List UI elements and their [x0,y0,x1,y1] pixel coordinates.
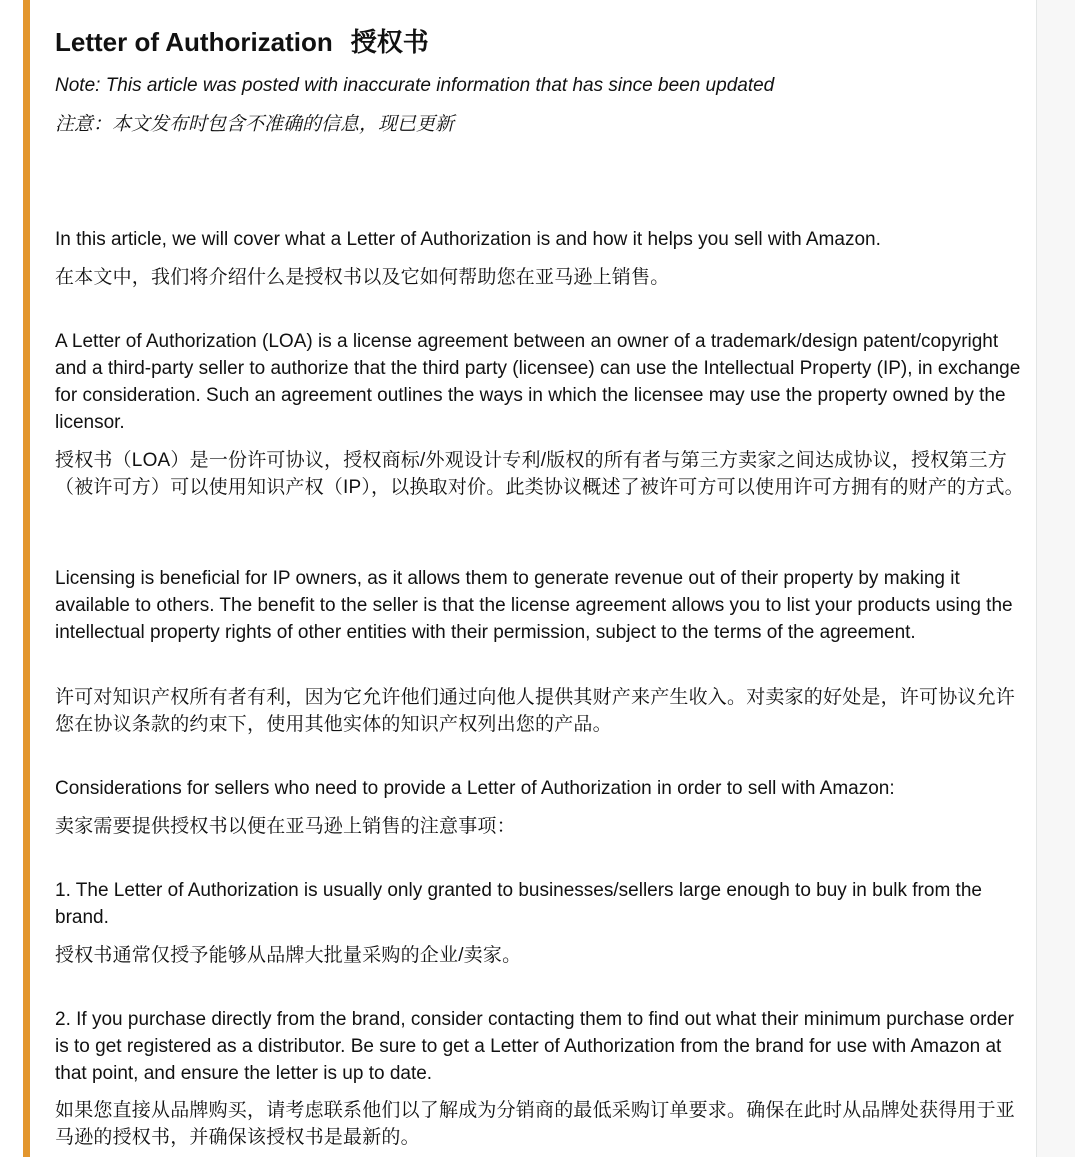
considerations-en: Considerations for sellers who need to provide a Letter of Authorization in order to sell with Amazon: [55,778,895,799]
point2-en: 2. If you purchase directly from the brand, consider contacting them to find out what their minimum purchase order is to get registered as a distributor. Be sure to get a Letter of Authorization from the brand for use with Amazon at that point, and ensure the letter is up to date. [55,1009,1014,1084]
page-title [55,25,429,59]
point2-zh: 如果您直接从品牌购买，请考虑联系他们以了解成为分销商的最低采购订单要求。确保在此时从品牌处获得用于亚马逊的授权书，并确保该授权书是最新的。 [55,1100,1016,1148]
licensing-zh: 许可对知识产权所有者有利，因为它允许他们通过向他人提供其财产来产生收入。对卖家的好处是，许可协议允许您在协议条款的约束下，使用其他实体的知识产权列出您的产品。 [55,687,1016,735]
loa-definition-zh: 授权书（LOA）是一份许可协议，授权商标/外观设计专利/版权的所有者与第三方卖家之间达成协议，授权第三方（被许可方）可以使用知识产权（IP），以换取对价。此类协议概述了被许可方可以使用许可方拥有的财产的方式。 [55,450,1024,498]
note-en: Note: This article was posted with inaccurate information that has since been updated [55,75,775,96]
right-gutter [1036,0,1075,1157]
title-zh: 授权书 [350,27,429,57]
licensing-en: Licensing is beneficial for IP owners, as it allows them to generate revenue out of their property by making it available to others. The benefit to the seller is that the license agreement allows you to list your products using the intellectual property rights of other entities with their permission, subject to the terms of the agreement. [55,568,1013,643]
considerations-zh: 卖家需要提供授权书以便在亚马逊上销售的注意事项： [55,816,516,837]
title-en: Letter of Authorization [55,27,333,57]
accent-bar [23,0,30,1157]
note-zh: 注意：本文发布时包含不准确的信息，现已更新 [55,114,455,135]
intro-zh: 在本文中，我们将介绍什么是授权书以及它如何帮助您在亚马逊上销售。 [55,267,670,288]
loa-definition-en: A Letter of Authorization (LOA) is a license agreement between an owner of a trademark/design patent/copyright and a third-party seller to authorize that the third party (licensee) can use the Intellectual Property (IP), in exchange for consideration. Such an agreement outlines the ways in which the licensee may use the property owned by the licensor. [55,331,1021,433]
point1-zh: 授权书通常仅授予能够从品牌大批量采购的企业/卖家。 [55,945,522,966]
point1-en: 1. The Letter of Authorization is usually only granted to businesses/sellers large enough to buy in bulk from the brand. [55,880,982,928]
intro-en: In this article, we will cover what a Letter of Authorization is and how it helps you sell with Amazon. [55,229,881,250]
